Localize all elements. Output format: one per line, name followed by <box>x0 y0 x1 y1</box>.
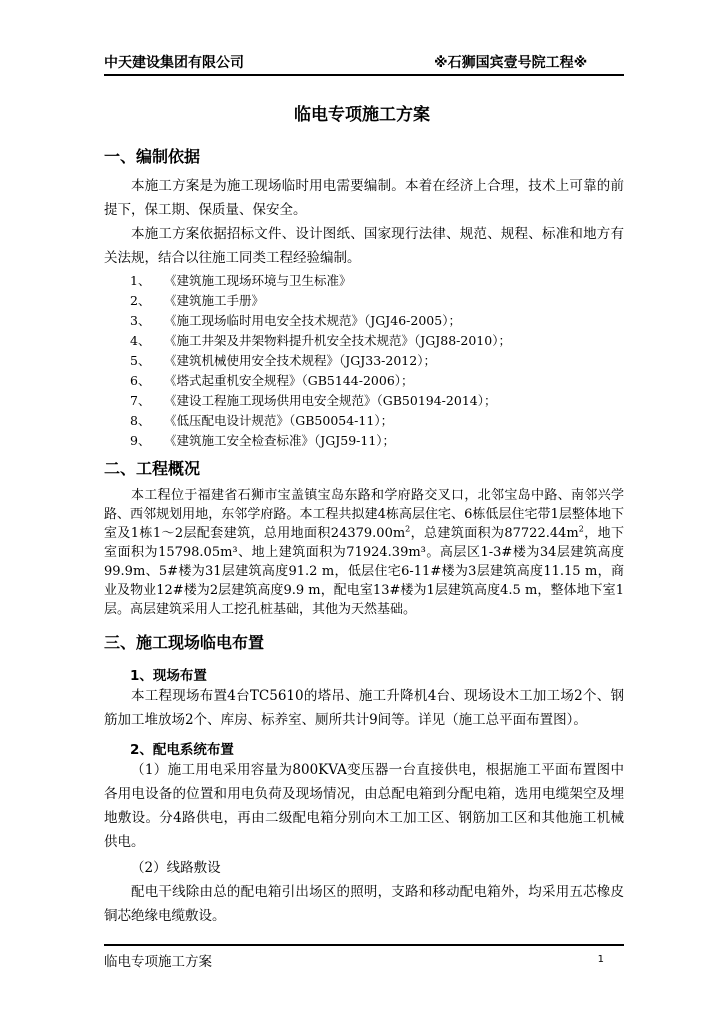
sub2-para1-text: （1）施工用电采用容量为800KVA变压器一台直接供电，根据施工平面布置图中各用电设备的位置和用电负荷及现场情况，由总配电箱到分配电箱，选用电缆架空及埋地敷设。分4路供电，再由二级配电箱分别向木工加工区、钢筋加工区和其他施工机械供电。 <box>104 762 624 850</box>
section2-para <box>104 486 624 619</box>
list-item: 3、 《施工现场临时用电安全技术规范》（JGJ46-2005）； <box>130 313 461 328</box>
sub2-para3-text: 配电干线除由总的配电箱引出场区的照明，支路和移动配电箱外，均采用五芯橡皮铜芯绝缘电缆敷设。 <box>104 884 624 924</box>
section1-para2-text: 本施工方案依据招标文件、设计图纸、国家现行法律、规范、规程、标准和地方有关法规，结合以往施工同类工程经验编制。 <box>104 226 624 266</box>
sub2-para2 <box>104 856 624 880</box>
section1-para1-text: 本施工方案是为施工现场临时用电需要编制。本着在经济上合理，技术上可靠的前提下，保工期、保质量、保安全。 <box>104 178 624 218</box>
list-item: 8、 《低压配电设计规范》（GB50054-11）； <box>130 413 394 428</box>
list-item: 5、 《建筑机械使用安全技术规程》（JGJ33-2012）； <box>130 353 436 368</box>
sub2-heading: 2、配电系统布置 <box>130 742 234 758</box>
page-footer <box>104 944 624 970</box>
list-item: 9、 《建筑施工安全检查标准》（JGJ59-11）； <box>130 433 396 448</box>
document-title: 临电专项施工方案 <box>294 105 430 125</box>
list-item: 7、 《建设工程施工现场供用电安全规范》（GB50194-2014）； <box>130 393 497 408</box>
list-item: 1、 《建筑施工现场环境与卫生标准》 <box>130 273 352 288</box>
sub1-para-text: 本工程现场布置4台TC5610的塔吊、施工升降机4台、现场设木工加工场2个、钢筋加工堆放场2个、库房、标养室、厕所共计9间等。详见（施工总平面布置图）。 <box>104 688 624 728</box>
list-item: 2、 《建筑施工手册》 <box>130 293 265 308</box>
header-project: ※石狮国宾壹号院工程※ <box>434 55 588 71</box>
section1-para1 <box>104 174 624 222</box>
sub1-heading: 1、现场布置 <box>130 668 207 684</box>
sub2-para2-text: （2）线路敷设 <box>131 860 221 876</box>
section1-para2 <box>104 222 624 270</box>
header-company: 中天建设集团有限公司 <box>104 55 244 71</box>
list-item: 4、 《施工井架及井架物料提升机安全技术规范》（JGJ88-2010）； <box>130 333 511 348</box>
page-header <box>104 48 624 76</box>
sub2-para1 <box>104 758 624 854</box>
section2-heading: 二、工程概况 <box>104 459 201 478</box>
footer-title: 临电专项施工方案 <box>104 954 212 970</box>
section2-para-text: 本工程位于福建省石狮市宝盖镇宝岛东路和学府路交叉口，北邻宝岛中路、南邻兴学路、西邻规划用地，东邻学府路。本工程共拟建4栋高层住宅、6栋低层住宅带1层整体地下室及1栋1～2层配套建筑，总用地面积$24379.00m^2$，总建筑面积为$87722.44m^2$，地下室面积为15798.05m³、地上建筑面积为71924.39m³。高层区1-3#楼为34层建筑高度99.9m、5#楼为31层建筑高度91.2 m，低层住宅6-11#楼为3层建筑高度11.15 m，商业及物业12#楼为2层建筑高度9.9 m，配电室13#楼为1层建筑高度4.5 m，整体地下室1层。高层建筑采用人工挖孔桩基础，其他为天然基础。 <box>104 488 624 617</box>
standards-list <box>130 271 624 451</box>
sub1-para <box>104 684 624 732</box>
sub2-para3 <box>104 880 624 928</box>
section3-heading: 三、施工现场临电布置 <box>104 633 265 652</box>
list-item: 6、 《塔式起重机安全规程》（GB5144-2006）； <box>130 373 414 388</box>
section1-heading: 一、编制依据 <box>104 147 201 166</box>
page-number: 1 <box>597 954 604 965</box>
